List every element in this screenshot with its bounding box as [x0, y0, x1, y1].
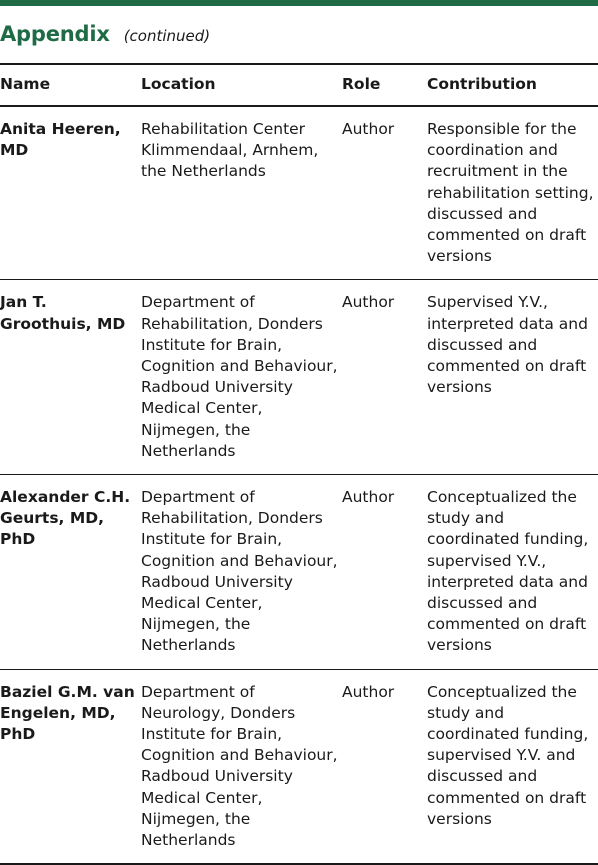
column-header-role: Role [342, 64, 427, 106]
author-location: Department of Neurology, Donders Institute for Brain, Cognition and Behaviour, Radboud University Medical Center, Nijmegen, the Netherlands [141, 669, 342, 864]
author-role: Author [342, 106, 427, 280]
author-name: Baziel G.M. van Engelen, MD, PhD [0, 669, 141, 864]
author-location: Department of Rehabilitation, Donders Institute for Brain, Cognition and Behaviour, Radboud University Medical Center, Nijmegen, the Netherlands [141, 280, 342, 475]
author-role: Author [342, 475, 427, 670]
author-contribution: Conceptualized the study and coordinated funding, supervised Y.V. and discussed and commented on draft versions [427, 669, 598, 864]
author-location: Rehabilitation Center Klimmendaal, Arnhem, the Netherlands [141, 106, 342, 280]
column-header-name: Name [0, 64, 141, 106]
author-contribution: Supervised Y.V., interpreted data and discussed and commented on draft versions [427, 280, 598, 475]
table-row [0, 475, 598, 670]
author-name: Jan T. Groothuis, MD [0, 280, 141, 475]
author-contribution: Conceptualized the study and coordinated funding, supervised Y.V., interpreted data and discussed and commented on draft versions [427, 475, 598, 670]
appendix-table [0, 63, 598, 865]
appendix-heading [0, 22, 210, 56]
top-accent-bar [0, 0, 598, 6]
continued-label: (continued) [123, 27, 211, 45]
appendix-title: Appendix [0, 22, 110, 46]
column-header-location: Location [141, 64, 342, 106]
author-location: Department of Rehabilitation, Donders Institute for Brain, Cognition and Behaviour, Radboud University Medical Center, Nijmegen, the Netherlands [141, 475, 342, 670]
column-header-contribution: Contribution [427, 64, 598, 106]
table-header-row [0, 64, 598, 106]
table-row [0, 280, 598, 475]
author-role: Author [342, 280, 427, 475]
author-role: Author [342, 669, 427, 864]
author-name: Anita Heeren, MD [0, 106, 141, 280]
table-row [0, 106, 598, 280]
author-contribution: Responsible for the coordination and recruitment in the rehabilitation setting, discussed and commented on draft versions [427, 106, 598, 280]
author-name: Alexander C.H. Geurts, MD, PhD [0, 475, 141, 670]
table-row [0, 669, 598, 864]
